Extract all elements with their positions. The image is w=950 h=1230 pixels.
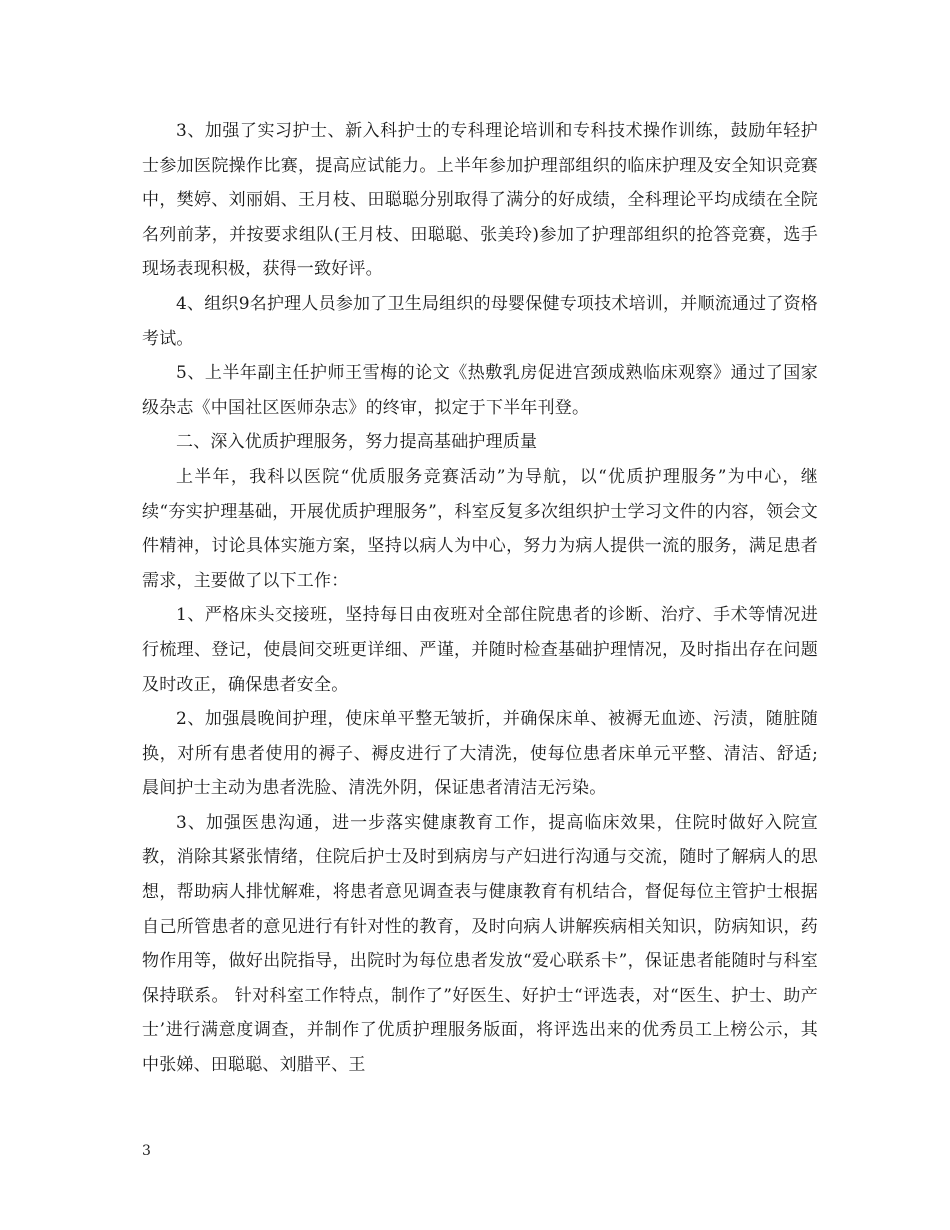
paragraph-bedside-care: 2、加强晨晚间护理，使床单平整无皱折，并确保床单、被褥无血迹、污渍，随脏随换，对所有患者使用的褥子、褥皮进行了大清洗，使每位患者床单元平整、清洁、舒适;晨间护士主动为患者洗脸、清洗外阴，保证患者清洁无污染。 bbox=[142, 709, 818, 799]
paragraph-quality-service-intro: 上半年，我科以医院“优质服务竞赛活动”为导航，以“优质护理服务”为中心，继续“夯实护理基础，开展优质护理服务”，科室反复多次组织护士学习文件的内容，领会文件精神，讨论具体实施方案，坚持以病人为中心，努力为病人提供一流的服务，满足患者需求，主要做了以下工作： bbox=[142, 466, 818, 591]
paragraph-training: 3、加强了实习护士、新入科护士的专科理论培训和专科技术操作训练，鼓励年轻护士参加医院操作比赛，提高应试能力。上半年参加护理部组织的临床护理及安全知识竞赛中，樊婷、刘丽娟、王月枝、田聪聪分别取得了满分的好成绩，全科理论平均成绩在全院名列前茅，并按要求组队(王月枝、田聪聪、张美玲)参加了护理部组织的抢答竞赛，选手现场表现积极，获得一致好评。 bbox=[142, 121, 818, 280]
document-body bbox=[142, 114, 818, 1083]
page-number: 3 bbox=[142, 1143, 151, 1159]
paragraph-doctor-patient-communication: 3、加强医患沟通，进一步落实健康教育工作，提高临床效果，住院时做好入院宣教，消除其紧张情绪，住院后护士及时到病房与产妇进行沟通与交流，随时了解病人的思想，帮助病人排忧解难，将患者意见调查表与健康教育有机结合，督促每位主管护士根据自己所管患者的意见进行有针对性的教育，及时向病人讲解疾病相关知识，防病知识，药物作用等，做好出院指导，出院时为每位患者发放“爱心联系卡”，保证患者能随时与科室保持联系。 针对科室工作特点，制作了”好医生、好护士“评选表，对“医生、护士、助产士’进行满意度调查，并制作了优质护理服务版面，将评选出来的优秀员工上榜公示，其中张娣、田聪聪、刘腊平、王 bbox=[142, 812, 818, 1076]
paragraph-maternal-training: 4、组织9名护理人员参加了卫生局组织的母婴保健专项技术培训，并顺流通过了资格考试。 bbox=[142, 293, 818, 349]
section-heading-quality-nursing: 二、深入优质护理服务，努力提高基础护理质量 bbox=[176, 432, 538, 453]
paragraph-shift-handover: 1、严格床头交接班，坚持每日由夜班对全部住院患者的诊断、治疗、手术等情况进行梳理、登记，使晨间交班更详细、严谨，并随时检查基础护理情况，及时指出存在问题及时改正，确保患者安全。 bbox=[142, 605, 818, 695]
paragraph-paper-publication: 5、上半年副主任护师王雪梅的论文《热敷乳房促进宫颈成熟临床观察》通过了国家级杂志《中国社区医师杂志》的终审，拟定于下半年刊登。 bbox=[142, 363, 818, 418]
